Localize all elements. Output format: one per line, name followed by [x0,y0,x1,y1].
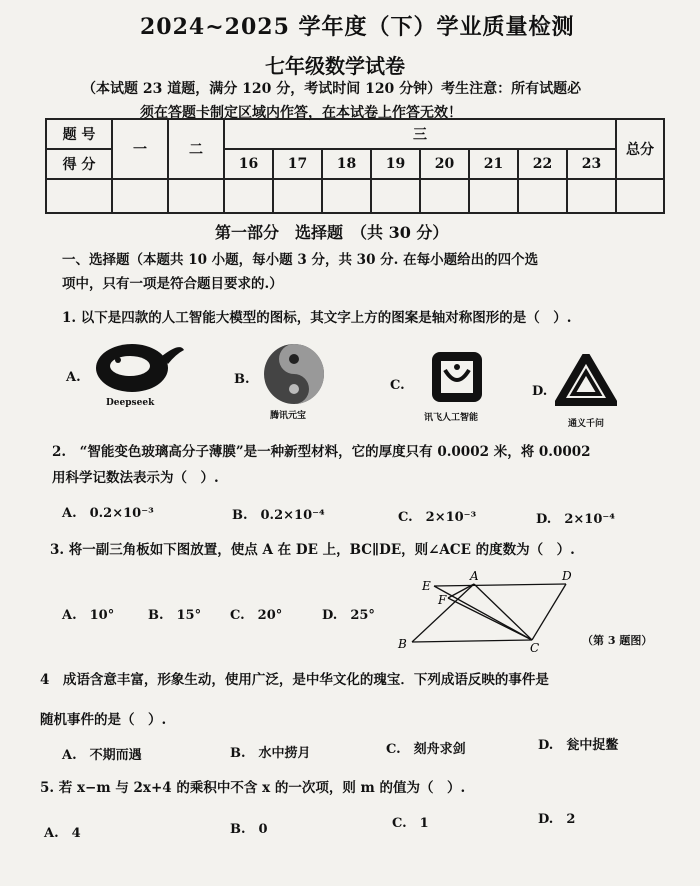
q1-caption-b: 腾讯元宝 [270,411,307,421]
score-num: 22 [518,149,567,179]
part-title: 第一部分 选择题 （共 30 分） [215,223,449,242]
q2-option-b: B. 0.2×10⁻⁴ [232,508,325,523]
score-blank [322,179,371,213]
q2-stem-line1: 2. “智能变色玻璃高分子薄膜”是一种新型材料，它的厚度只有 0.0002 米，将 0.0002 [52,444,591,460]
score-num: 17 [273,149,322,179]
q4-option-c: C. 刻舟求剑 [386,742,466,757]
exam-note-line2: 须在答题卡制定区域内作答，在本试卷上作答无效！ [140,105,462,121]
label-F: F [438,593,447,607]
q5-option-c: C. 1 [392,816,429,831]
score-blank [371,179,420,213]
score-blank [168,179,224,213]
label-A: A [470,569,479,583]
q5-stem: 5. 若 x−m 与 2x+4 的乘积中不含 x 的一次项，则 m 的值为（ ）. [40,780,466,796]
q4-option-b: B. 水中捞月 [230,746,311,761]
q2-option-a: A. 0.2×10⁻³ [62,506,154,521]
exam-subtitle: 七年级数学试卷 [265,54,405,78]
q1-stem: 1. 以下是四款的人工智能大模型的图标，其文字上方的图案是轴对称图形的是（ ）. [62,310,572,326]
q3-option-b: B. 15° [148,608,202,623]
score-row2-label: 得 分 [46,149,112,179]
score-col-1: 一 [112,119,168,179]
score-table [45,118,665,214]
score-total: 总分 [616,119,664,179]
q1-caption-a: Deepseek [106,398,155,408]
yuanbao-logo-icon [262,342,326,410]
q5-option-a: A. 4 [44,826,81,841]
score-blank [469,179,518,213]
q1-caption-c: 讯飞人工智能 [424,413,479,423]
exam-note-line1: （本试题 23 道题，满分 120 分，考试时间 120 分钟）考生注意：所有试题必 [82,81,582,97]
qwen-logo-icon [555,354,617,416]
q2-stem-line2: 用科学记数法表示为（ ）. [52,470,219,486]
score-blank [616,179,664,213]
score-col-3: 三 [224,119,616,149]
score-num: 19 [371,149,420,179]
q3-option-a: A. 10° [62,608,115,623]
q3-option-d: D. 25° [322,608,375,623]
score-num: 21 [469,149,518,179]
q2-option-c: C. 2×10⁻³ [398,510,477,525]
q1-option-b-label: B. [234,372,250,387]
score-num: 23 [567,149,616,179]
score-blank [273,179,322,213]
score-blank [567,179,616,213]
q4-option-d: D. 瓮中捉鳖 [538,738,619,753]
label-C: C [530,641,540,655]
label-E: E [422,579,431,593]
xunfei-logo-icon [430,350,484,408]
exam-title: 2024~2025 学年度（下）学业质量检测 [140,14,575,40]
score-num: 20 [420,149,469,179]
section-intro-line2: 项中，只有一项是符合题目要求的.） [62,276,283,292]
score-blank [420,179,469,213]
label-B: B [398,637,407,651]
q1-option-a-label: A. [66,370,81,385]
q1-option-d-label: D. [532,384,548,399]
q5-option-d: D. 2 [538,812,576,827]
q1-caption-d: 通义千问 [568,419,605,429]
score-num: 18 [322,149,371,179]
q4-option-a: A. 不期而遇 [62,748,142,763]
section-intro-line1: 一、选择题（本题共 10 小题，每小题 3 分，共 30 分. 在每小题给出的四个选 [62,252,539,268]
score-row1-label: 题 号 [46,119,112,149]
q3-figure-caption: （第 3 题图） [582,634,653,647]
score-blank [518,179,567,213]
label-D: D [562,569,572,583]
score-blank [46,179,112,213]
q1-option-c-label: C. [390,378,405,393]
q3-geometry-figure [392,568,592,662]
q5-option-b: B. 0 [230,822,268,837]
q4-stem-line1: 4 成语含意丰富，形象生动，使用广泛，是中华文化的瑰宝．下列成语反映的事件是 [40,672,549,688]
score-blank [112,179,168,213]
q2-option-d: D. 2×10⁻⁴ [536,512,615,527]
whale-logo-icon [92,336,188,400]
score-num: 16 [224,149,273,179]
q3-stem: 3. 将一副三角板如下图放置，使点 A 在 DE 上，BC∥DE，则∠ACE 的度数为（ ）. [50,542,575,558]
q4-stem-line2: 随机事件的是（ ）. [40,712,167,728]
score-blank [224,179,273,213]
q3-option-c: C. 20° [230,608,283,623]
score-col-2: 二 [168,119,224,179]
